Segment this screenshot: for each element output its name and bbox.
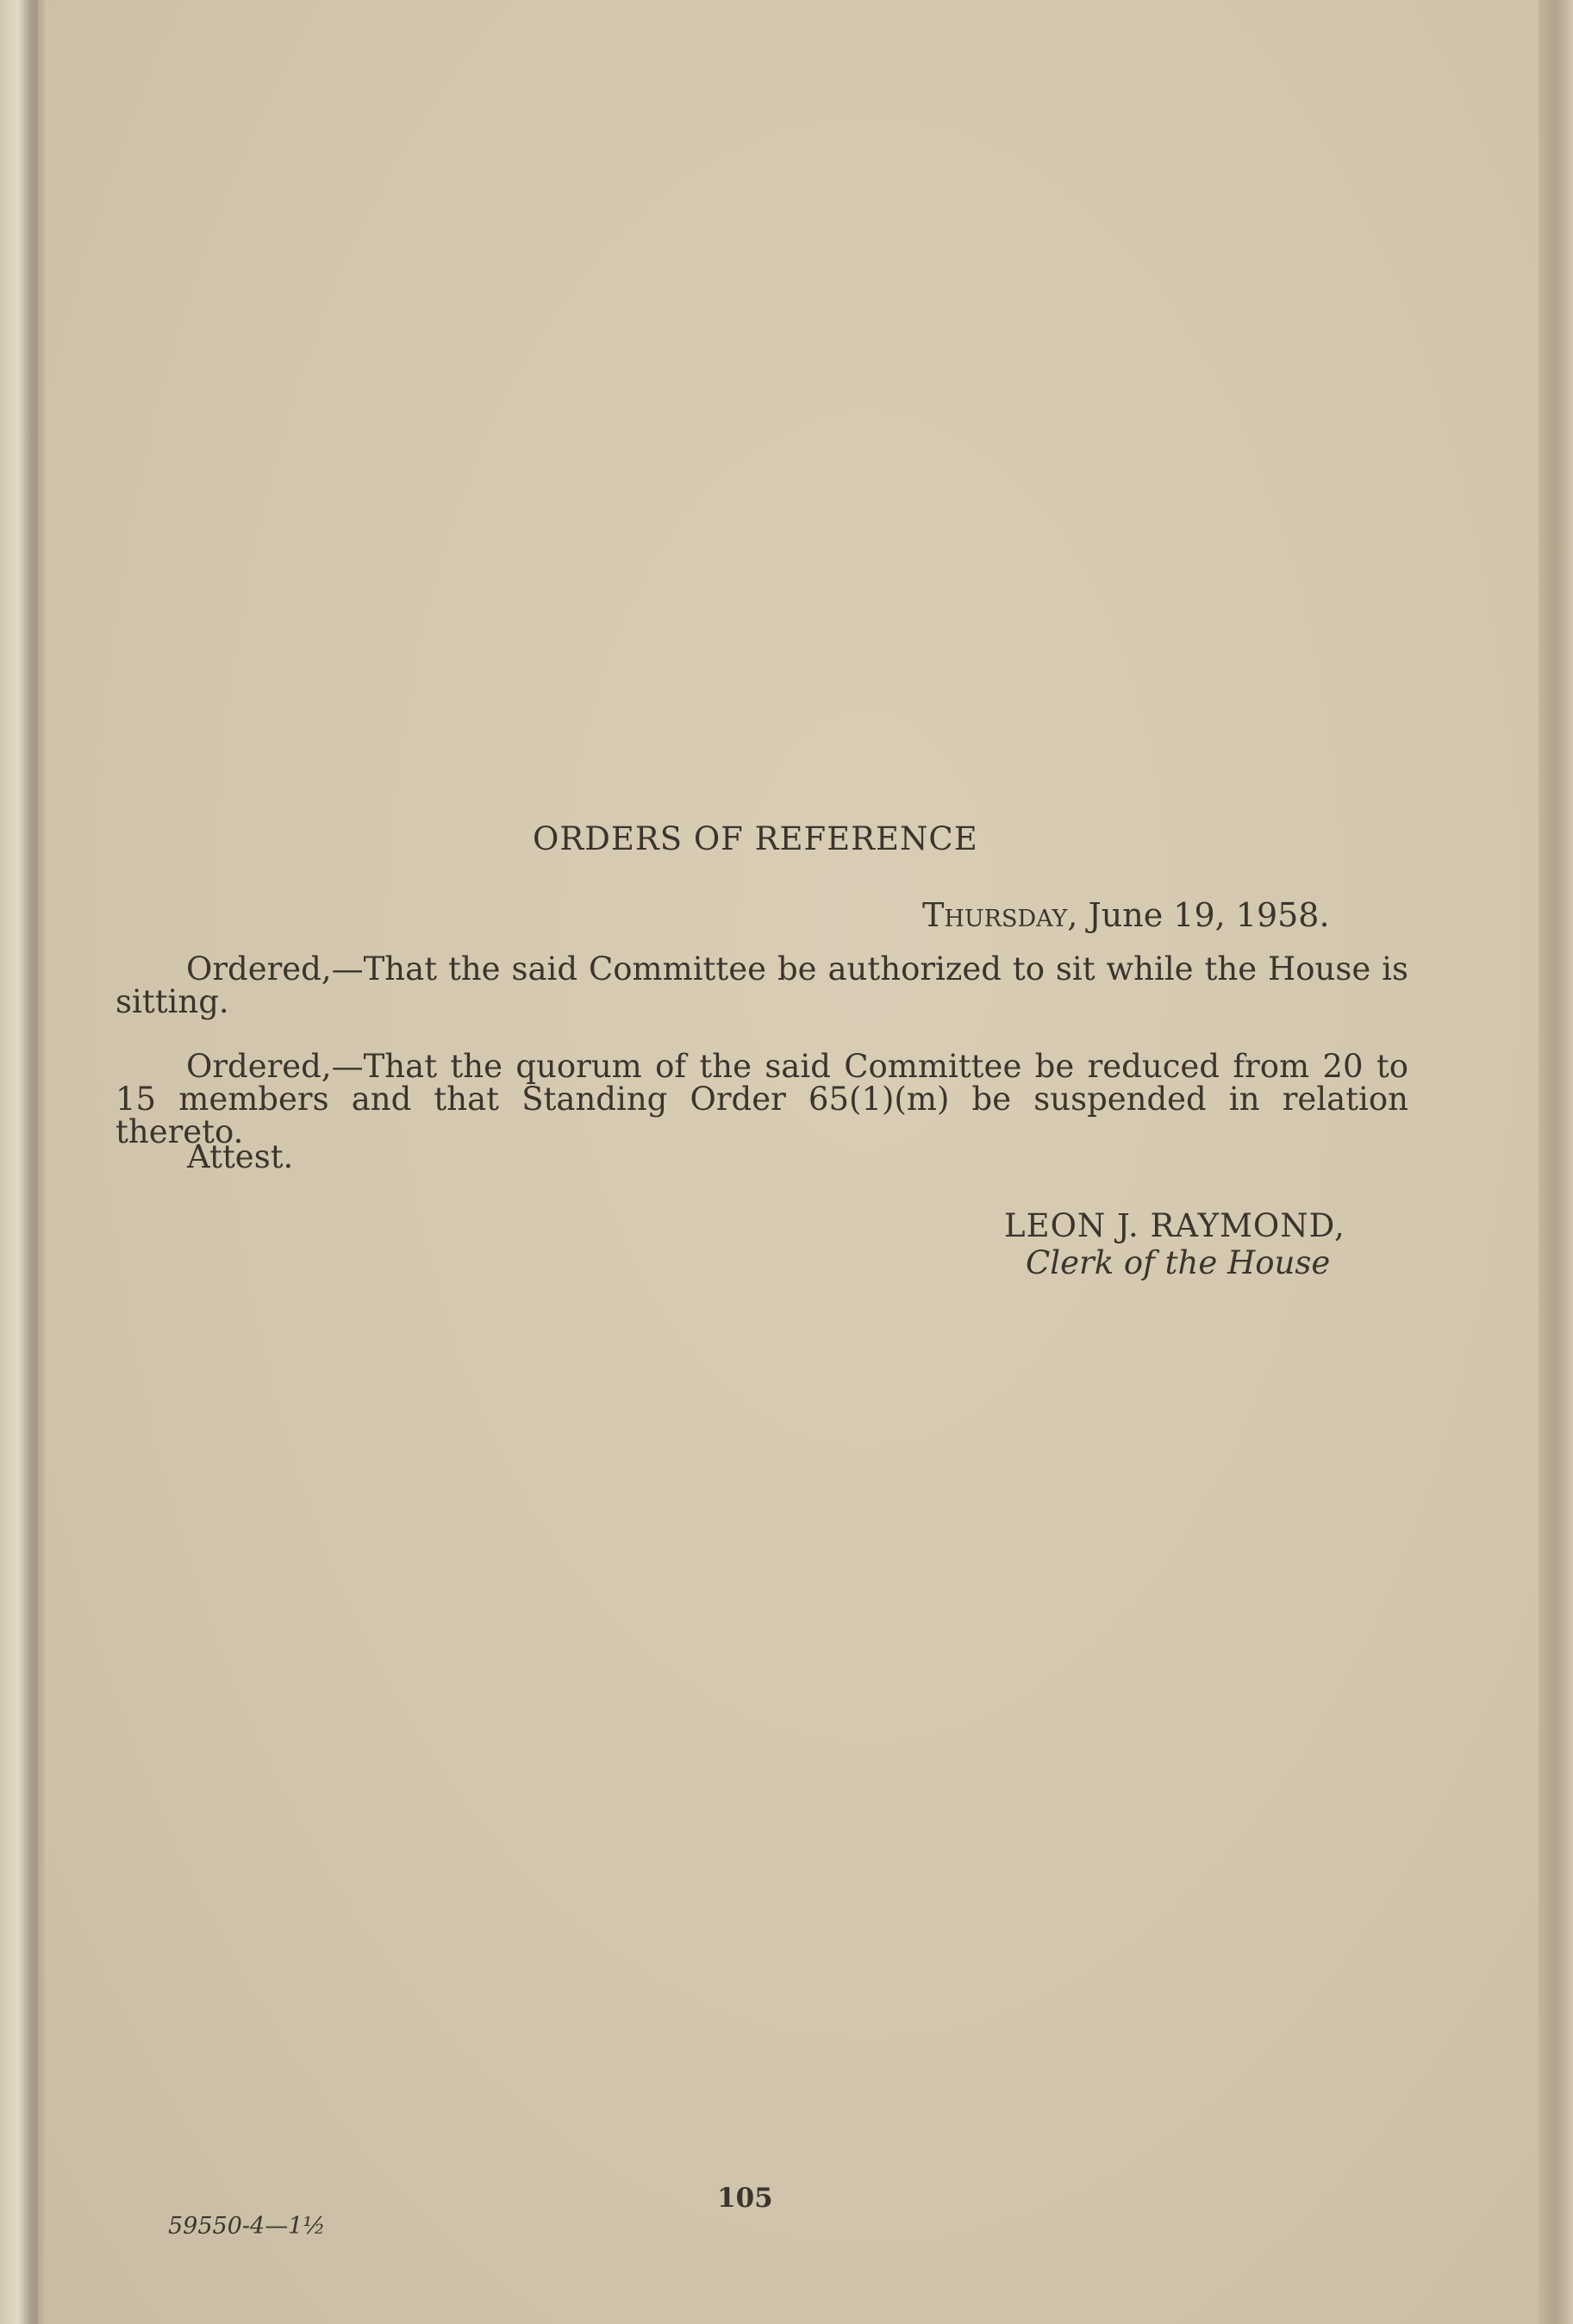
date-day: Thursday: [922, 896, 1068, 934]
order-paragraph-1: Ordered,—That the said Committee be authorized to sit while the House is sitting.: [115, 950, 1408, 1020]
book-spine-edge: [0, 0, 45, 2324]
page-stack-edge: [1539, 0, 1573, 2324]
signature-name: LEON J. RAYMOND,: [1004, 1207, 1345, 1244]
document-page: [45, 0, 1539, 2324]
page-gutter-shadow: [33, 0, 38, 2324]
print-code: 59550-4—1½: [168, 2213, 326, 2240]
date-line: [922, 896, 1330, 934]
page-number: 105: [717, 2183, 773, 2214]
date-rest: , June 19, 1958.: [1067, 896, 1330, 934]
page-heading: ORDERS OF REFERENCE: [533, 820, 978, 857]
order-paragraph-2: Ordered,—That the quorum of the said Committee be reduced from 20 to 15 members and that Standing Order 65(1)(m) be suspended in relation thereto.: [115, 1048, 1408, 1150]
attest-line: Attest.: [187, 1138, 294, 1175]
signature-title: Clerk of the House: [1026, 1244, 1331, 1281]
